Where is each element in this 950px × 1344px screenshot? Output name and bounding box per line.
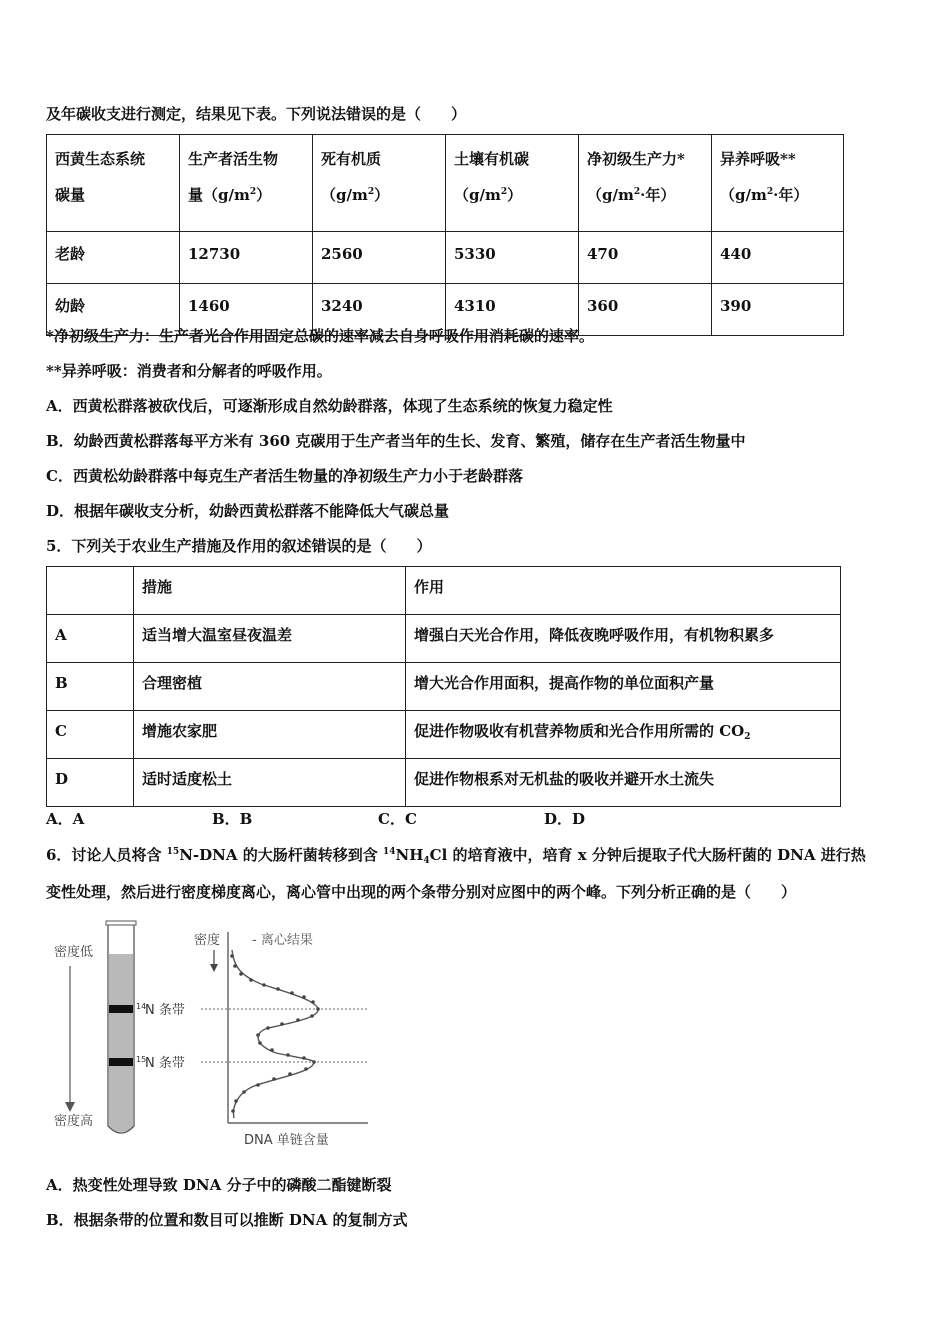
table-header-cell: 生产者活生物 量$(g/m^2)$: [180, 135, 313, 232]
agriculture-table: [46, 566, 841, 807]
carbon-table: [46, 134, 844, 336]
table-row: [47, 615, 841, 663]
q5-option-d[interactable]: D．D: [544, 810, 586, 828]
table-row: [47, 759, 841, 807]
q5-stem: 5．下列关于农业生产措施及作用的叙述错误的是（ ）: [46, 537, 432, 555]
note-net-primary: *净初级生产力：生产者光合作用固定总碳的速率减去自身呼吸作用消耗碳的速率。: [46, 327, 594, 345]
q6-stem-line2: 变性处理，然后进行密度梯度离心，离心管中出现的两个条带分别对应图中的两个峰。下列分析正确的是（ ）: [46, 883, 797, 901]
table-cell: 合理密植: [134, 663, 406, 711]
table-cell: 4310: [446, 284, 579, 336]
y-arrow-head: [210, 964, 218, 972]
table-header-cell: 死有机质 $(g/m^2)$: [313, 135, 446, 232]
x-axis-label: DNA 单链含量: [244, 1133, 329, 1148]
table-cell: 适当增大温室昼夜温差: [134, 615, 406, 663]
table-cell: 390: [712, 284, 844, 336]
table-header-cell: 异养呼吸** （$g/m^2\cdot$年）: [712, 135, 844, 232]
intro-line: 及年碳收支进行测定，结果见下表。下列说法错误的是（ ）: [46, 105, 467, 123]
band-15n: [109, 1058, 133, 1066]
table-row: [47, 711, 841, 759]
q6-option-b[interactable]: B．根据条带的位置和数目可以推断 DNA 的复制方式: [46, 1211, 408, 1229]
table-header-row: [47, 135, 844, 232]
table-cell: A: [47, 615, 134, 663]
table-cell: D: [47, 759, 134, 807]
q5-options: [46, 809, 710, 829]
table-cell: 5330: [446, 232, 579, 284]
table-header-cell: 作用: [406, 567, 841, 615]
table-cell: 促进作物根系对无机盐的吸收并避开水土流失: [406, 759, 841, 807]
density-low-label: 密度低: [54, 945, 94, 960]
density-arrow-head: [65, 1102, 75, 1112]
q5-option-c[interactable]: C．C: [378, 810, 417, 828]
table-header-row: [47, 567, 841, 615]
table-cell: C: [47, 711, 134, 759]
table-cell: 老龄: [47, 232, 180, 284]
table-cell: 促进作物吸收有机营养物质和光合作用所需的 $CO_2$: [406, 711, 841, 759]
q6-stem-line1: 6．讨论人员将含 $^{15}$N-DNA 的大肠杆菌转移到含 $^{14}NH_4Cl$ 的培育液中，培育 x 分钟后提取子代大肠杆菌的 DNA 进行热: [46, 846, 866, 866]
band14-label: N 条带: [145, 1003, 185, 1018]
table-cell: 440: [712, 232, 844, 284]
table-header-cell: 净初级生产力* （$g/m^2\cdot$年）: [579, 135, 712, 232]
q5-option-a[interactable]: A．A: [46, 810, 85, 828]
band15-label: N 条带: [145, 1056, 185, 1071]
table-cell: 470: [579, 232, 712, 284]
table-header-cell: [47, 567, 134, 615]
table-cell: 幼龄: [47, 284, 180, 336]
legend-label: - 离心结果: [252, 933, 313, 948]
table-cell: 增强白天光合作用，降低夜晚呼吸作用，有机物积累多: [406, 615, 841, 663]
table-cell: 增施农家肥: [134, 711, 406, 759]
q5-option-b[interactable]: B．B: [212, 810, 253, 828]
table-header-cell: 西黄生态系统 碳量: [47, 135, 180, 232]
table-cell: 2560: [313, 232, 446, 284]
table-cell: B: [47, 663, 134, 711]
tube-solution: [109, 954, 133, 1132]
table-cell: 1460: [180, 284, 313, 336]
q4-option-b[interactable]: B．幼龄西黄松群落每平方米有 360 克碳用于生产者当年的生长、发育、繁殖，储存在生产者活生物量中: [46, 432, 746, 450]
table-cell: 适时适度松土: [134, 759, 406, 807]
note-heterotrophic: **异养呼吸：消费者和分解者的呼吸作用。: [46, 362, 332, 380]
curve-dots: [230, 954, 320, 1113]
density-high-label: 密度高: [54, 1114, 94, 1129]
table-header-cell: 土壤有机碳 $(g/m^2)$: [446, 135, 579, 232]
table-header-cell: 措施: [134, 567, 406, 615]
q6-option-a[interactable]: A．热变性处理导致 DNA 分子中的磷酸二酯键断裂: [46, 1176, 392, 1194]
table-cell: 3240: [313, 284, 446, 336]
table-cell: 360: [579, 284, 712, 336]
table-row: [47, 663, 841, 711]
tube-rim: [106, 921, 136, 925]
band-14n: [109, 1005, 133, 1013]
band15-sup: 15: [136, 1055, 147, 1064]
table-cell: 增大光合作用面积，提高作物的单位面积产量: [406, 663, 841, 711]
q4-option-c[interactable]: C．西黄松幼龄群落中每克生产者活生物量的净初级生产力小于老龄群落: [46, 467, 523, 485]
centrifuge-figure: [46, 918, 376, 1150]
table-row: [47, 232, 844, 284]
y-axis-label: 密度: [194, 933, 221, 948]
table-cell: 12730: [180, 232, 313, 284]
q4-option-d[interactable]: D．根据年碳收支分析，幼龄西黄松群落不能降低大气碳总量: [46, 502, 450, 520]
q4-option-a[interactable]: A．西黄松群落被砍伐后，可逐渐形成自然幼龄群落，体现了生态系统的恢复力稳定性: [46, 397, 613, 415]
band14-sup: 14: [136, 1002, 147, 1011]
